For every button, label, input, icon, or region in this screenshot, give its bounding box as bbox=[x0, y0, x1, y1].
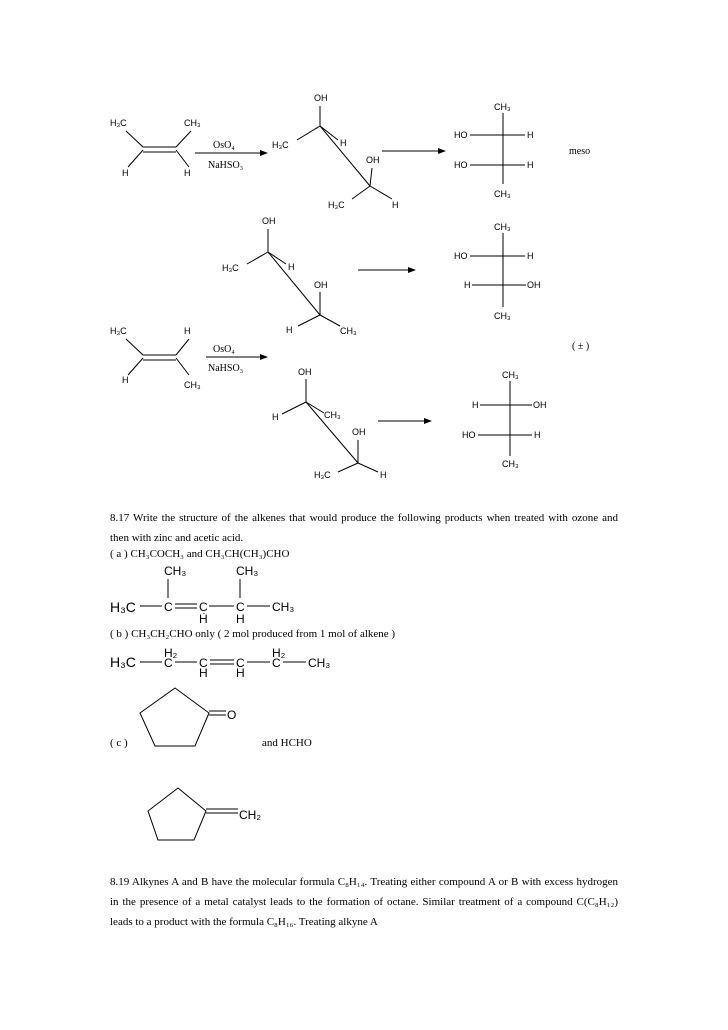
h-label: H bbox=[122, 375, 129, 385]
ho-label: HO bbox=[454, 160, 468, 170]
h3c-label: H₃C bbox=[328, 200, 345, 210]
h2-label: H₂ bbox=[272, 646, 286, 660]
c-label: C bbox=[199, 600, 208, 614]
trans-butene-structure bbox=[110, 326, 201, 390]
ch3-label: CH₃ bbox=[236, 564, 259, 578]
h-label: H bbox=[472, 400, 479, 410]
h3c-label: H₃C bbox=[110, 326, 127, 336]
h-label: H bbox=[527, 160, 534, 170]
meso-label: meso bbox=[569, 146, 591, 157]
question-8-17-c-and: and HCHO bbox=[262, 737, 312, 749]
oh-label: OH bbox=[352, 427, 366, 437]
structure-a-alkene bbox=[110, 564, 294, 626]
h-label: H bbox=[236, 666, 245, 680]
ho-label: HO bbox=[462, 430, 476, 440]
diol-wedge-structure-1 bbox=[272, 93, 399, 210]
reaction-arrow-5 bbox=[378, 418, 432, 424]
ch3-label: CH₃ bbox=[324, 410, 341, 420]
reaction-arrow-4 bbox=[206, 344, 268, 374]
fischer-meso bbox=[454, 102, 590, 199]
fischer-meso-2 bbox=[454, 222, 541, 321]
question-8-17-stem: 8.17 Write the structure of the alkenes that would produce the following products when treated with ozone and then with zinc and acetic acid. bbox=[110, 512, 618, 544]
cis-butene-structure bbox=[110, 118, 201, 178]
racemic-label: ( ± ) bbox=[572, 341, 590, 352]
question-8-17-c: ( c ) bbox=[110, 737, 128, 749]
h-label: H bbox=[184, 168, 191, 178]
ch3-label: CH₃ bbox=[340, 326, 357, 336]
ch3-label: CH₃ bbox=[164, 564, 187, 578]
h-label: H bbox=[199, 612, 208, 626]
reagent-nahso3: NaHSO₃ bbox=[208, 363, 244, 374]
reaction-arrow-1 bbox=[195, 140, 268, 171]
structure-b-alkene bbox=[110, 646, 330, 680]
oh-label: OH bbox=[314, 93, 328, 103]
ch3-label: CH₃ bbox=[184, 118, 201, 128]
h3c-label: H₃C bbox=[110, 599, 136, 615]
reagent-oso4: OsO₄ bbox=[213, 140, 235, 151]
ch3-label: CH₃ bbox=[494, 311, 511, 321]
h2-label: H₂ bbox=[164, 646, 178, 660]
h3c-label: H₃C bbox=[110, 654, 136, 670]
question-8-19: 8.19 Alkynes A and B have the molecular formula C₈H₁₄. Treating either compound A or B with excess hydrogen in the presence of a metal catalyst leads to the formation of octane. Similar treatment of a compound C(C₈H₁₂) leads to a product with the formula C₈H₁₆. Treating alkyne A bbox=[110, 876, 618, 928]
ch3-label: CH₃ bbox=[502, 370, 519, 380]
c-label: C bbox=[164, 600, 173, 614]
h3c-label: H₃C bbox=[314, 470, 331, 480]
reaction-arrow-3 bbox=[358, 267, 416, 273]
h-label: H bbox=[534, 430, 541, 440]
diol-wedge-structure-3 bbox=[272, 367, 387, 480]
h-label: H bbox=[236, 612, 245, 626]
fischer-racemic bbox=[462, 370, 547, 469]
h-label: H bbox=[527, 251, 534, 261]
h-label: H bbox=[380, 470, 387, 480]
c-label: C bbox=[164, 656, 173, 670]
ch2-label: CH₂ bbox=[239, 808, 261, 822]
h-label: H bbox=[122, 168, 129, 178]
ho-label: HO bbox=[454, 130, 468, 140]
reaction-arrow-2 bbox=[382, 148, 446, 154]
ch3-label: CH₃ bbox=[494, 189, 511, 199]
oh-label: OH bbox=[298, 367, 312, 377]
reagent-oso4: OsO₄ bbox=[213, 344, 235, 355]
methylenecyclopentane-structure bbox=[148, 788, 261, 840]
h-label: H bbox=[184, 326, 191, 336]
ch3-label: CH₃ bbox=[308, 656, 331, 670]
h-label: H bbox=[199, 666, 208, 680]
c-label: C bbox=[236, 600, 245, 614]
ch3-label: CH₃ bbox=[494, 102, 511, 112]
h3c-label: H₃C bbox=[110, 118, 127, 128]
ho-label: HO bbox=[454, 251, 468, 261]
ketone-oxygen-label: O bbox=[227, 708, 237, 722]
oh-label: OH bbox=[314, 280, 328, 290]
c-label: C bbox=[199, 656, 208, 670]
c-label: C bbox=[236, 656, 245, 670]
oh-label: OH bbox=[262, 216, 276, 226]
question-8-17-b: ( b ) CH₃CH₂CHO only ( 2 mol produced from 1 mol of alkene ) bbox=[110, 628, 396, 640]
c-label: C bbox=[272, 656, 281, 670]
h3c-label: H₃C bbox=[222, 263, 239, 273]
ch3-label: CH₃ bbox=[272, 600, 295, 614]
h-label: H bbox=[272, 412, 279, 422]
h-label: H bbox=[527, 130, 534, 140]
h-label: H bbox=[392, 200, 399, 210]
h-label: H bbox=[464, 280, 471, 290]
h3c-label: H₃C bbox=[272, 140, 289, 150]
reagent-nahso3: NaHSO₃ bbox=[208, 160, 244, 171]
oh-label: OH bbox=[366, 155, 380, 165]
diol-wedge-structure-2 bbox=[222, 216, 357, 336]
ch3-label: CH₃ bbox=[184, 380, 201, 390]
h-label: H bbox=[286, 325, 293, 335]
ch3-label: CH₃ bbox=[494, 222, 511, 232]
h-label: H bbox=[288, 262, 295, 272]
question-8-17-a: ( a ) CH₃COCH₃ and CH₃CH(CH₃)CHO bbox=[110, 548, 290, 560]
oh-label: OH bbox=[527, 280, 541, 290]
oh-label: OH bbox=[533, 400, 547, 410]
cyclopentanone-structure bbox=[140, 688, 236, 746]
ch3-label: CH₃ bbox=[502, 459, 519, 469]
h-label: H bbox=[340, 138, 347, 148]
